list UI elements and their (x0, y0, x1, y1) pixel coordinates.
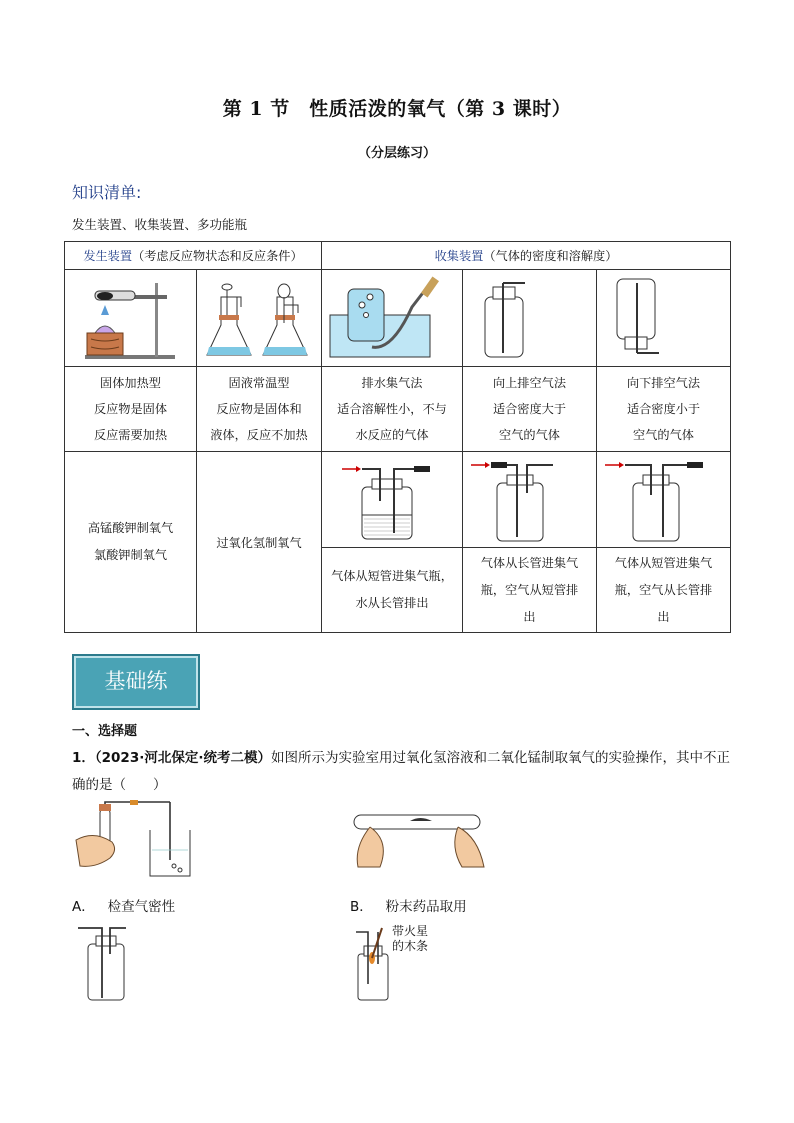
page-subtitle: （分层练习） (357, 146, 436, 161)
option-a-image (72, 800, 202, 885)
question-1: 1．（2023·河北保定·统考二模）如图所示为实验室用过氧化氢溶液和二氧化锰制取氧气的实验操作，其中不正确的是（ ） (72, 750, 730, 793)
desc-upward-air: 向上排空气法 适合密度大于 空气的气体 (463, 367, 597, 452)
multi-bottle-water-image (322, 452, 463, 548)
option-a[interactable]: A． 检查气密性 (72, 899, 176, 915)
note-long-in-bottle: 气体从长管进集气 瓶，空气从短管排 出 (463, 548, 597, 633)
knowledge-table (64, 241, 731, 633)
option-b-image (350, 805, 490, 870)
collector-header: 收集装置（气体的密度和溶解度） (322, 242, 731, 270)
desc-water-displacement: 排水集气法 适合溶解性小，不与 水反应的气体 (322, 367, 463, 452)
option-b[interactable]: B． 粉末药品取用 (350, 899, 467, 915)
multi-bottle-short-in-image (597, 452, 731, 548)
desc-solid-liquid: 固液常温型 反应物是固体和 液体，反应不加热 (197, 367, 322, 452)
knowledge-intro: 发生装置、收集装置、多功能瓶 (72, 217, 248, 232)
desc-downward-air: 向下排空气法 适合密度小于 空气的气体 (597, 367, 731, 452)
water-displacement-image (322, 270, 463, 367)
basic-practice-badge: 基础练 (72, 654, 200, 710)
example-solid: 高锰酸钾制氧气 氯酸钾制氧气 (65, 452, 197, 633)
splint-label: 带火星 的木条 (392, 924, 429, 953)
note-water-bottle: 气体从短管进集气瓶， 水从长管排出 (322, 548, 463, 633)
desc-solid-heating: 固体加热型 反应物是固体 反应需要加热 (65, 367, 197, 452)
example-liquid: 过氧化氢制氧气 (197, 452, 322, 633)
knowledge-heading: 知识清单: (72, 183, 142, 202)
multi-bottle-long-in-image (463, 452, 597, 548)
downward-air-displacement-image (597, 270, 731, 367)
note-short-in-bottle: 气体从短管进集气 瓶，空气从长管排 出 (597, 548, 731, 633)
option-d-image (350, 924, 396, 1004)
solid-heating-apparatus-image (65, 270, 197, 367)
upward-air-displacement-image (463, 270, 597, 367)
generator-header: 发生装置（考虑反应物状态和反应条件） (65, 242, 322, 270)
section-choice: 一、选择题 (72, 724, 138, 739)
option-c-image (72, 924, 132, 1004)
page-title: 第 1 节 性质活泼的氧气（第 3 课时） (222, 98, 572, 120)
solid-liquid-apparatus-image (197, 270, 322, 367)
